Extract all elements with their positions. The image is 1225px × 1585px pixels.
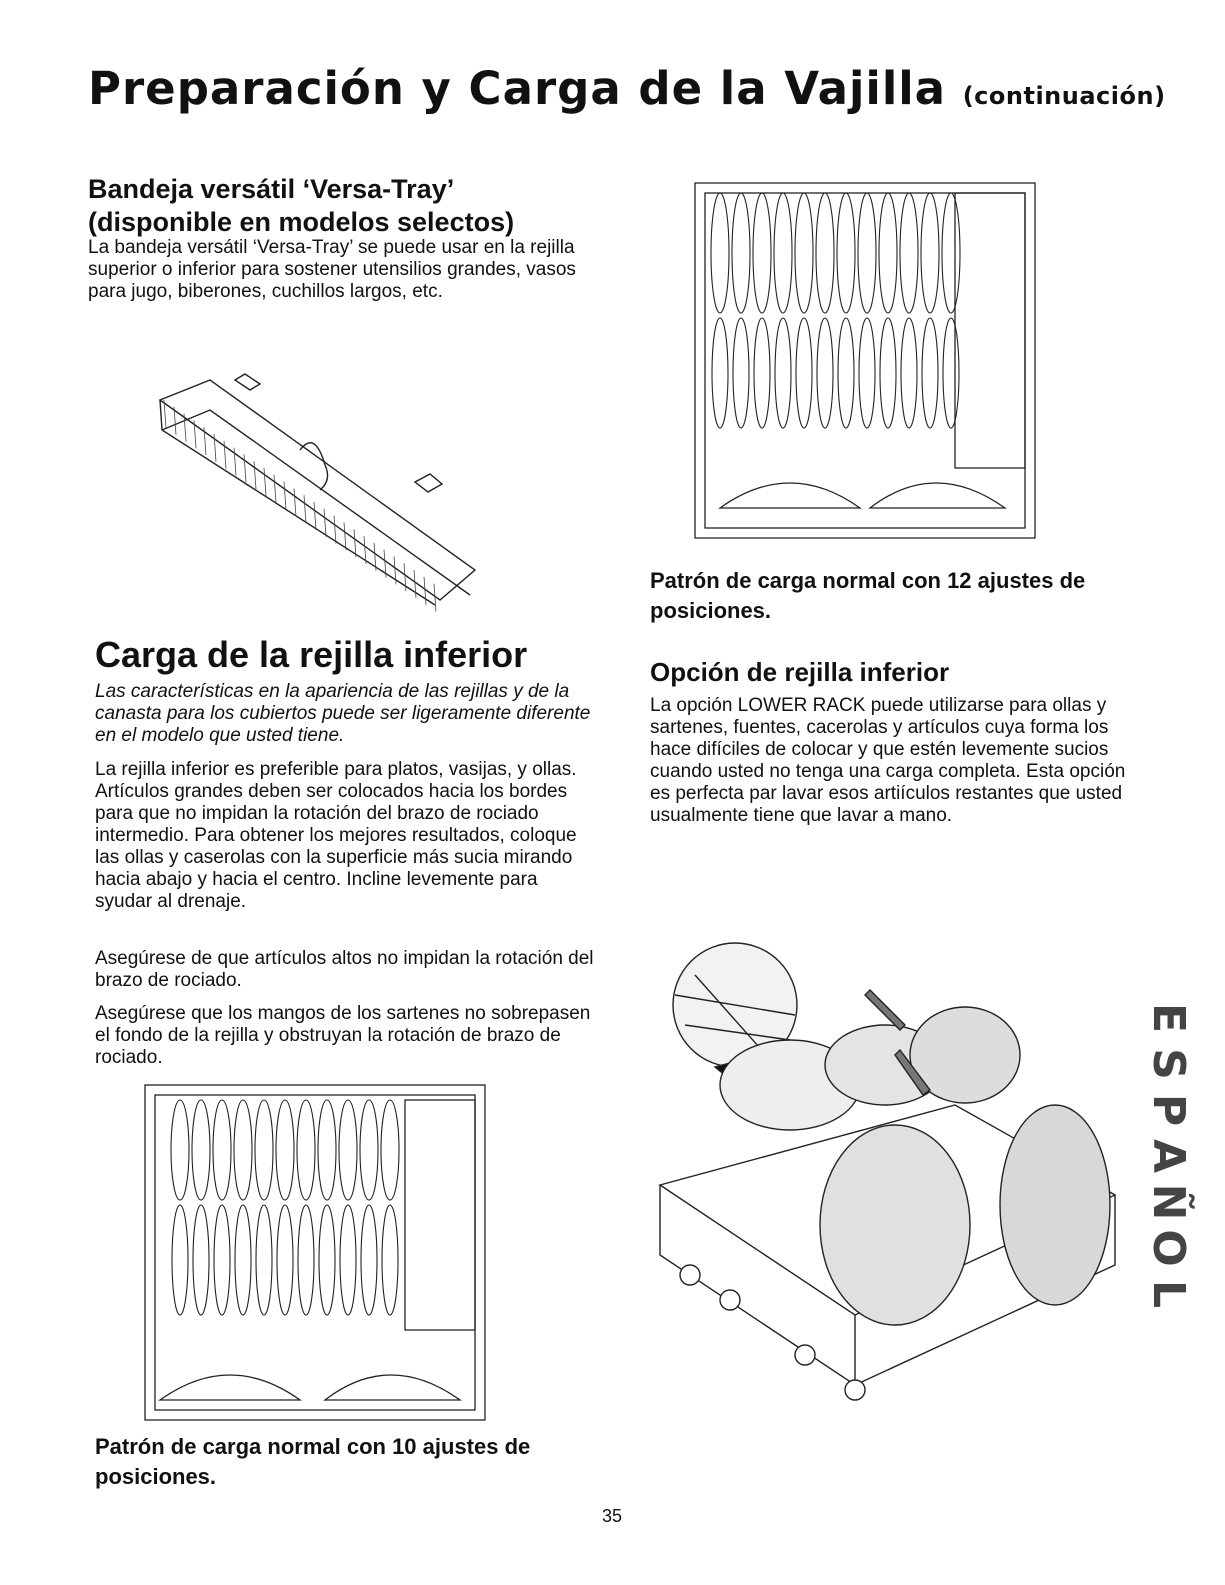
versa-tray-heading-line2: (disponible en modelos selectos) bbox=[88, 207, 515, 237]
language-tab-letter: P bbox=[1143, 1093, 1194, 1127]
lower-rack-heading: Carga de la rejilla inferior bbox=[95, 634, 528, 675]
versa-tray-body: La bandeja versátil ‘Versa-Tray’ se puede usar en la rejilla superior o inferior para sostener utensilios grandes, vasos para jugo, biberones, cuchillos largos, etc. bbox=[88, 237, 576, 302]
language-tab-letter: E bbox=[1143, 1002, 1194, 1034]
lower-rack-paragraph-3: Asegúrese que los mangos de los sartenes no sobrepasen el fondo de la rejilla y obstruyan la rotación de brazo de rociado. bbox=[95, 1003, 591, 1068]
page-number: 35 bbox=[602, 1506, 623, 1526]
lower-rack-note: Las características en la apariencia de las rejillas y de la canasta para los cubiertos puede ser ligeramente diferente en el modelo que usted tiene. bbox=[95, 681, 591, 746]
language-tab-espanol bbox=[1128, 995, 1208, 1317]
page-title-subtitle: (continuación) bbox=[962, 82, 1166, 110]
lower-rack-paragraph-1: La rejilla inferior es preferible para platos, vasijas, y ollas. Artículos grandes deben ser colocados hacia los bordes para que no impidan la rotación del brazo de rociado intermedio. Para obtener los mejores resultados, coloque las ollas y caserolas con la superficie más sucia mirando hacia abajo y hacia el centro. Incline levemente para syudar al drenaje. bbox=[95, 759, 577, 912]
caption-10-settings: Patrón de carga normal con 10 ajustes de posiciones. bbox=[95, 1434, 531, 1489]
language-tab-letter: Ñ bbox=[1143, 1183, 1194, 1221]
lower-rack-paragraph-2: Asegúrese de que artículos altos no impidan la rotación del brazo de rociado. bbox=[95, 948, 594, 991]
lower-rack-option-body: La opción LOWER RACK puede utilizarse para ollas y sartenes, fuentes, cacerolas y artículos cuya forma los hace difíciles de colocar y que estén levemente sucios cuando usted no tenga una carga completa. Esta opción es perfecta par lavar esos artiículos restantes que usted usualmente tiene que lavar a mano. bbox=[650, 695, 1126, 826]
caption-12-settings: Patrón de carga normal con 12 ajustes de posiciones. bbox=[650, 568, 1086, 623]
page-title bbox=[88, 62, 1166, 115]
language-tab-letter: L bbox=[1143, 1279, 1194, 1309]
language-tab-letter: O bbox=[1143, 1229, 1194, 1267]
language-tab-letter: S bbox=[1143, 1048, 1194, 1080]
lower-rack-option-illustration bbox=[655, 935, 1135, 1405]
versa-tray-illustration bbox=[150, 370, 490, 610]
page-title-main: Preparación y Carga de la Vajilla bbox=[88, 62, 947, 115]
rack-12-settings-illustration bbox=[690, 178, 1040, 548]
rack-10-settings-illustration bbox=[140, 1080, 490, 1430]
versa-tray-heading-line1: Bandeja versátil ‘Versa-Tray’ bbox=[88, 174, 455, 204]
language-tab-letter: A bbox=[1143, 1138, 1194, 1174]
lower-rack-option-heading: Opción de rejilla inferior bbox=[650, 657, 950, 687]
